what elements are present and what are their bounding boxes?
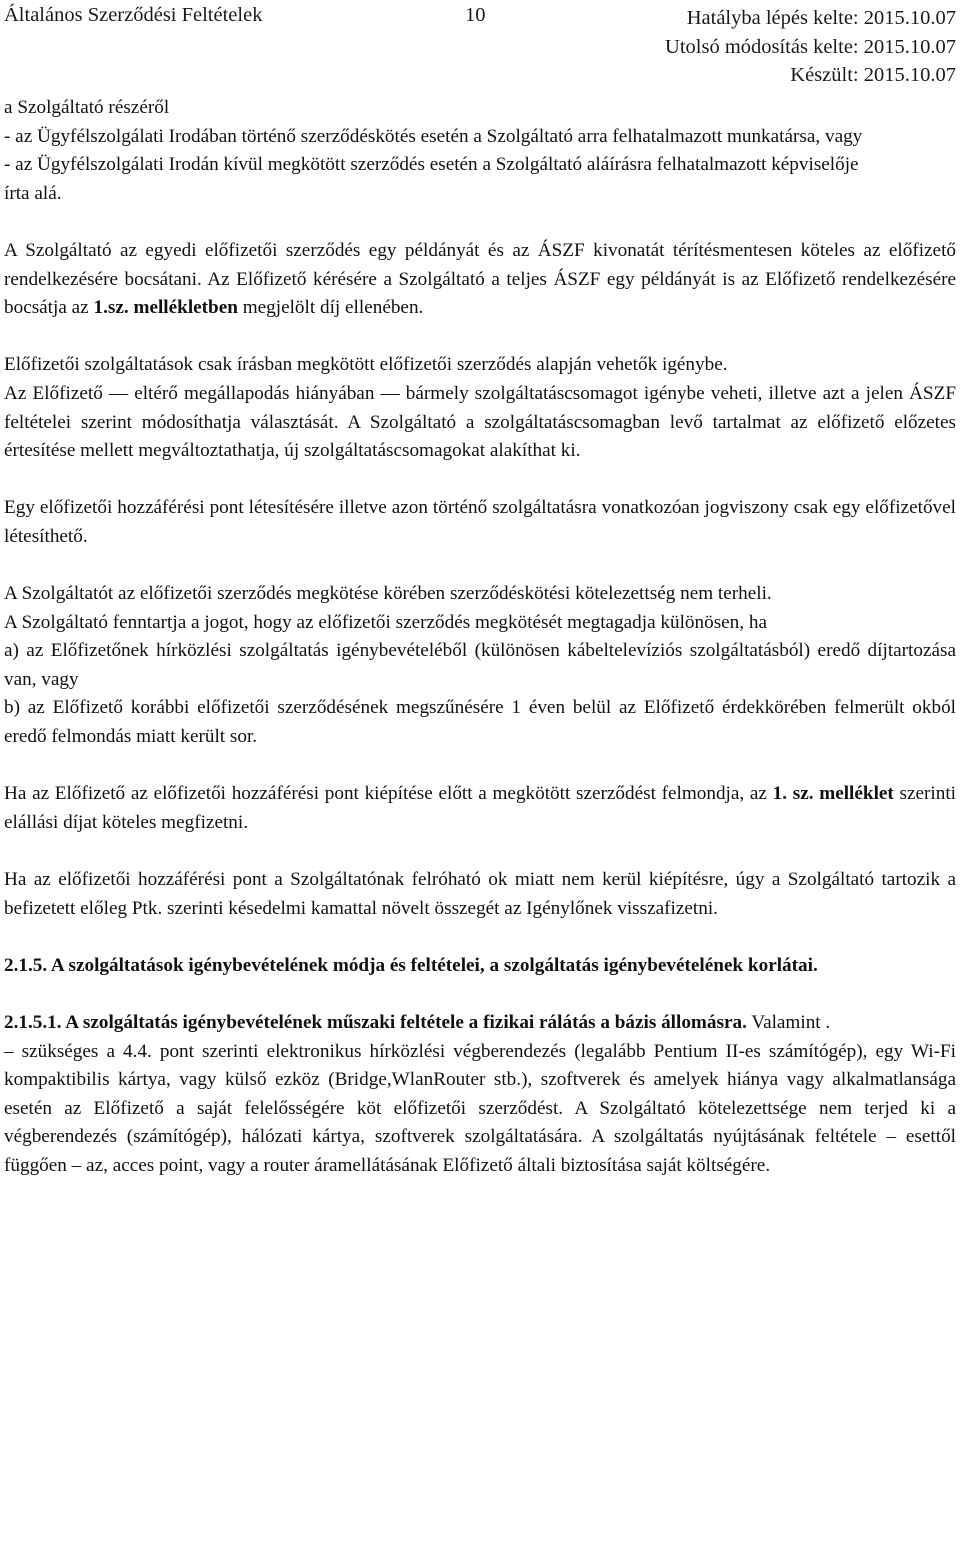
header-created-date: Készült: 2015.10.07 (790, 64, 956, 87)
page-header (4, 4, 956, 94)
document-page (4, 4, 956, 1181)
paragraph: Egy előfizetői hozzáférési pont létesítésére illetve azon történő szolgáltatásra vonatkozóan jogviszony csak egy előfizetővel létesíthető. (4, 497, 956, 547)
header-effective-date: Hatályba lépés kelte: 2015.10.07 (686, 7, 956, 29)
list-item: b) az Előfizető korábbi előfizetői szerződésének megszűnésére 1 éven belül az Előfizető érdekkörében felmerült okból eredő felmondás miatt került sor. (4, 697, 956, 748)
paragraph: Ha az Előfizető az előfizetői hozzáférési pont kiépítése előtt a megkötött szerződést felmondja, az 1. sz. melléklet szerinti elállási díjat köteles megfizetni. (4, 783, 956, 833)
document-body (4, 94, 956, 1181)
header-modified-date: Utolsó módosítás kelte: 2015.10.07 (665, 35, 956, 58)
paragraph: A Szolgáltatót az előfizetői szerződés megkötése körében szerződéskötési kötelezettség nem terheli. (4, 583, 772, 605)
paragraph: írta alá. (4, 182, 62, 204)
list-item: - az Ügyfélszolgálati Irodában történő szerződéskötés esetén a Szolgáltató arra felhatalmazott munkatársa, vagy (4, 125, 863, 147)
subsection-heading: 2.1.5.1. A szolgáltatás igénybevételének műszaki feltétele a fizikai rálátás a bázis állomásra. Valamint . (4, 1012, 831, 1033)
list-item: - az Ügyfélszolgálati Irodán kívül megkötött szerződés esetén a Szolgáltató aláírásra felhatalmazott képviselője (4, 154, 859, 176)
paragraph: Ha az előfizetői hozzáférési pont a Szolgáltatónak felróható ok miatt nem kerül kiépítésre, úgy a Szolgáltató tartozik a befizetett előleg Ptk. szerinti késedelmi kamattal növelt összegét az Igénylőnek visszafizetni. (4, 869, 956, 919)
header-page-number: 10 (465, 4, 486, 26)
paragraph: – szükséges a 4.4. pont szerinti elektronikus hírközlési végberendezés (legalább Pentium II-es számítógép), egy Wi-Fi kompaktibilis kártya, vagy külső ezköz (Bridge,WlanRouter stb.), szoftverek és amelyek hiánya vagy alkalmatlansága esetén az Előfizető a saját felelősségére köt előfizetői szerződést. A Szolgáltató kötelezettsége nem terjed ki a végberendezés (számítógép), hálózati kártya, szoftverek szolgáltatására. A szolgáltatás nyújtásának feltétele – esettől függően – az, acces point, vagy a router áramellátásának Előfizető általi biztosítása saját költségére. (4, 1040, 956, 1176)
section-heading: 2.1.5. A szolgáltatások igénybevételének módja és feltételei, a szolgáltatás igénybevételének korlátai. (4, 954, 818, 976)
list-item: a) az Előfizetőnek hírközlési szolgáltatás igénybevételéből (különösen kábeltelevíziós szolgáltatásból) eredő díjtartozása van, vagy (4, 640, 956, 690)
header-doc-title: Általános Szerződési Feltételek (4, 4, 263, 26)
paragraph: Az Előfizető — eltérő megállapodás hiányában — bármely szolgáltatáscsomagot igénybe veheti, illetve azt a jelen ÁSZF feltételei szerint módosíthatja választását. A Szolgáltató a szolgáltatáscsomagban levő tartalmat az előfizető előzetes értesítése mellett megváltoztathatja, új szolgáltatáscsomagokat alakíthat ki. (4, 382, 956, 462)
paragraph: Előfizetői szolgáltatások csak írásban megkötött előfizetői szerződés alapján vehetők igénybe. (4, 354, 728, 376)
paragraph: A Szolgáltató az egyedi előfizetői szerződés egy példányát és az ÁSZF kivonatát térítésmentesen köteles az előfizető rendelkezésére bocsátani. Az Előfizető kérésére a Szolgáltató a teljes ÁSZF egy példányát is az Előfizető rendelkezésére bocsátja az 1.sz. mellékletben megjelölt díj ellenében. (4, 239, 956, 319)
paragraph: a Szolgáltató részéről (4, 97, 170, 118)
paragraph: A Szolgáltató fenntartja a jogot, hogy az előfizetői szerződés megkötését megtagadja különösen, ha (4, 611, 767, 633)
header-dates (665, 4, 956, 90)
